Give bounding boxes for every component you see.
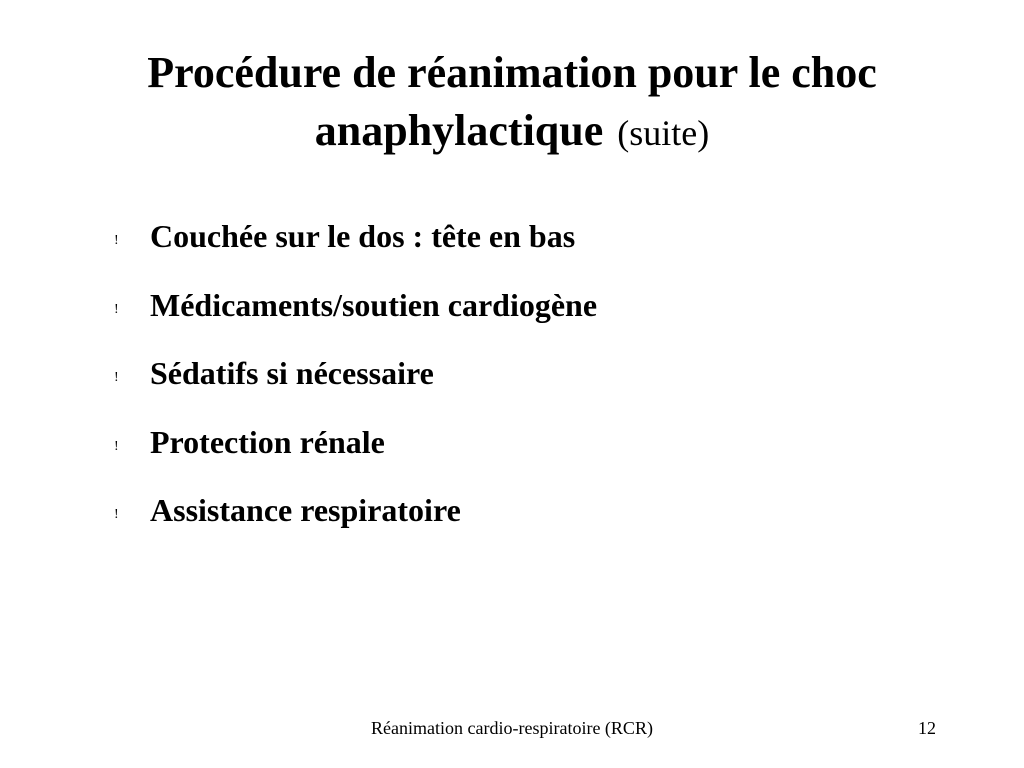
bullet-item <box>110 488 970 557</box>
bullet-marker: ! <box>114 233 119 248</box>
bullet-text: Protection rénale <box>150 423 385 460</box>
bullet-list <box>110 214 970 557</box>
bullet-marker: ! <box>114 301 119 317</box>
bullet-item <box>110 420 970 489</box>
bullet-item <box>110 283 970 352</box>
slide-title <box>60 44 964 162</box>
page-number: 12 <box>918 718 936 738</box>
footer-text: Réanimation cardio-respiratoire (RCR) <box>371 718 653 738</box>
slide-footer <box>0 716 1024 740</box>
slide-title-suffix: (suite) <box>617 113 710 153</box>
bullet-text: Médicaments/soutien cardiogène <box>150 286 598 323</box>
bullet-marker: ! <box>114 507 119 522</box>
bullet-marker: ! <box>114 370 119 385</box>
bullet-item <box>110 214 970 283</box>
bullet-text: Couchée sur le dos : tête en bas <box>150 218 576 254</box>
bullet-text: Assistance respiratoire <box>150 492 461 528</box>
slide-title-main: Procédure de réanimation pour le choc anaphylactique <box>147 48 877 155</box>
bullet-item <box>110 351 970 420</box>
bullet-marker: ! <box>114 438 119 454</box>
bullet-text: Sédatifs si nécessaire <box>150 355 434 391</box>
